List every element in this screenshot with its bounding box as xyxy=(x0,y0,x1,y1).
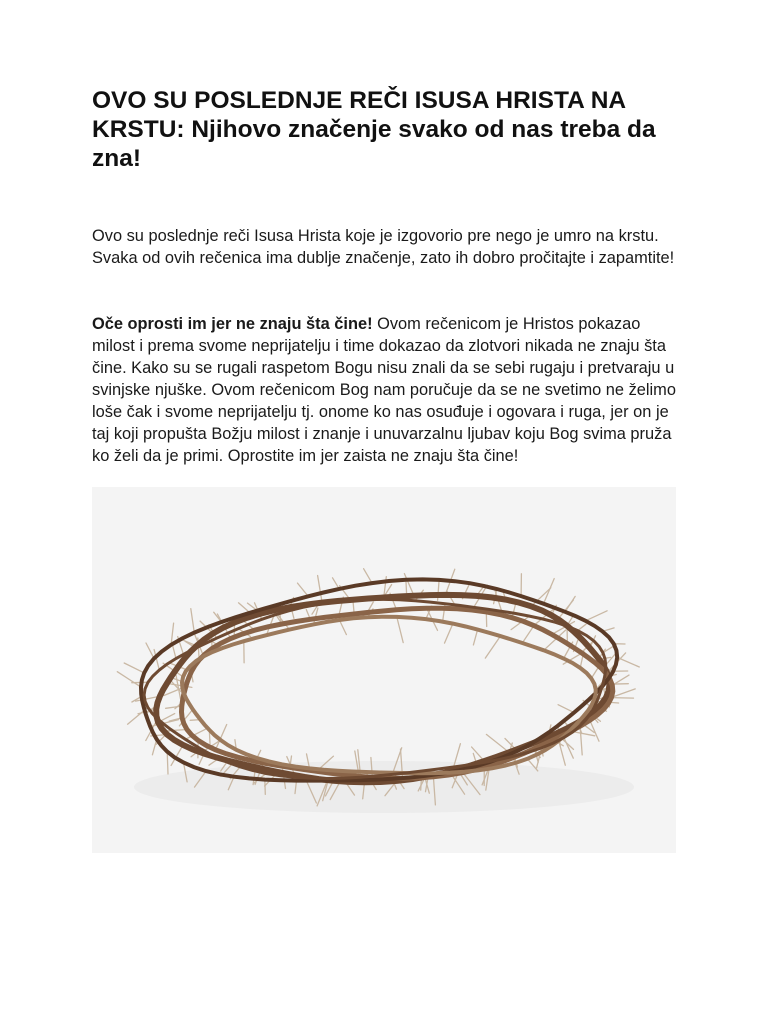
crown-of-thorns-drawing xyxy=(92,487,676,853)
thorn xyxy=(265,780,266,795)
crown-of-thorns-image xyxy=(92,487,676,853)
section-text: Ovom rečenicom je Hristos pokazao milost i prema svome neprijatelju i time dokazao da zlotvori nikada ne znaju šta čine. Kako su se rugali raspetom Bogu nisu znali da se sebi rugaju i pretvaraju u svinjske njuške. Ovom rečenicom Bog nam poručuje da se ne svetimo ne želimo loše čak i svome neprijatelju tj. onome ko nas osuđuje i ogovara i ruga, jer on je taj koji propušta Božju milost i znanje i unuvarzalnu ljubav koju Bog svima pruža ko želi da je primi. Oprostite im jer zaista ne znaju šta čine! xyxy=(92,315,676,465)
crown-shadow xyxy=(134,761,634,813)
section-paragraph xyxy=(92,313,684,467)
thorn xyxy=(167,752,168,774)
intro-paragraph: Ovo su poslednje reči Isusa Hrista koje je izgovorio pre nego je umro na krstu. Svaka od ovih rečenica ima dublje značenje, zato ih dobro pročitajte i zapamtite! xyxy=(92,227,675,267)
article-title: OVO SU POSLEDNJE REČI ISUSA HRISTA NA KRSTU: Njihovo značenje svako od nas treba da zna! xyxy=(92,87,656,172)
section-lead: Oče oprosti im jer ne znaju šta čine! xyxy=(92,315,373,333)
